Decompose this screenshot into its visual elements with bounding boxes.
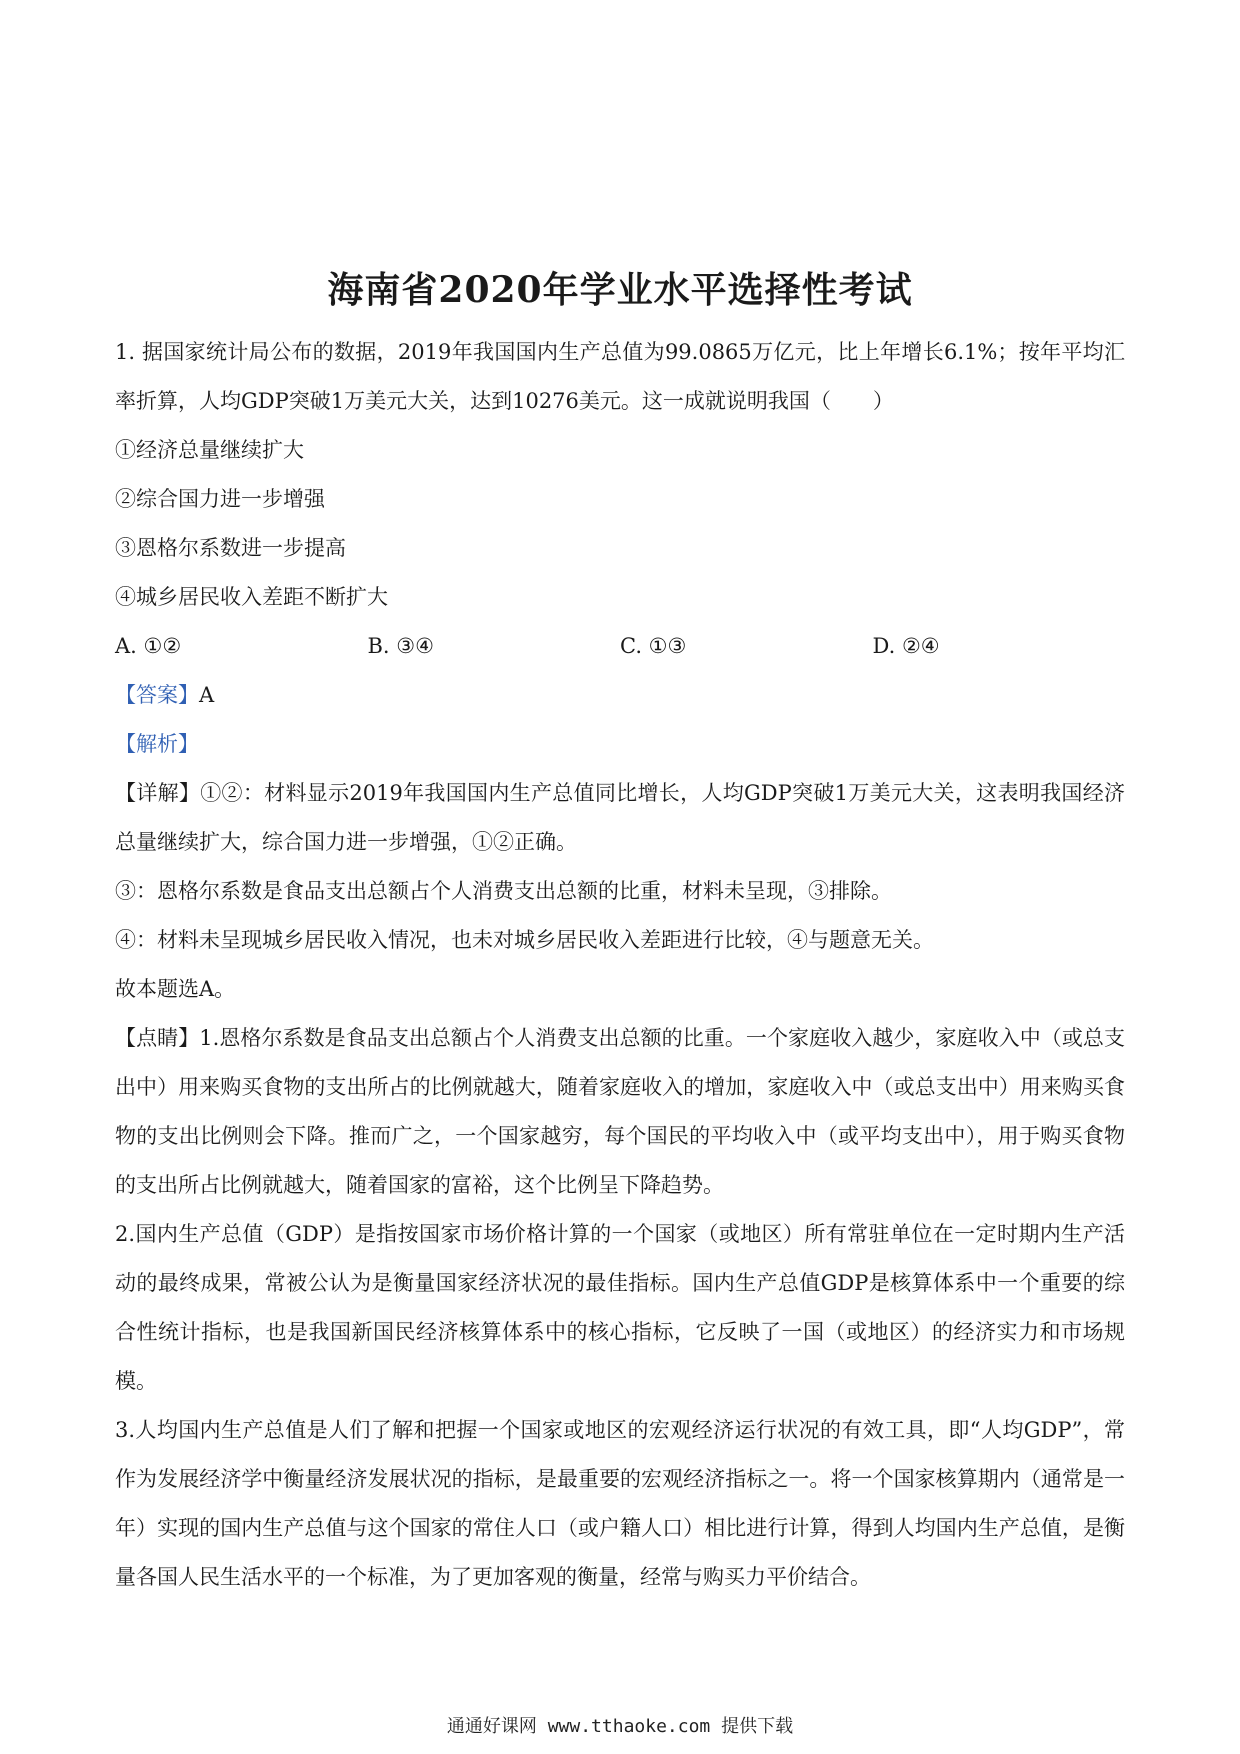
footer-source: 通通好课网 www.tthaoke.com 提供下载 [446, 1716, 794, 1737]
detail-text-1: ①②：材料显示2019年我国国内生产总值同比增长，人均GDP突破1万美元大关，这表明我国经济总量继续扩大，综合国力进一步增强，①②正确。 [115, 781, 1126, 854]
option-d: D. ②④ [872, 634, 940, 658]
option-a: A. ①② [115, 634, 182, 658]
tips-label: 【点睛】 [115, 1026, 200, 1050]
page-title: 海南省2020年学业水平选择性考试 [327, 269, 913, 311]
document-body [115, 328, 1125, 1602]
detail-conclusion: 故本题选A。 [115, 977, 236, 1001]
analysis-label: 【解析】 [115, 732, 199, 756]
answer-line [115, 671, 1125, 720]
detail-paragraph-3: ④：材料未呈现城乡居民收入情况，也未对城乡居民收入差距进行比较，④与题意无关。 [115, 928, 934, 952]
statement-1: ①经济总量继续扩大 [115, 438, 304, 462]
question-stem: 1. 据国家统计局公布的数据，2019年我国国内生产总值为99.0865万亿元，比上年增长6.1%；按年平均汇率折算，人均GDP突破1万美元大关，达到10276美元。这一成就说明我国（ ） [115, 340, 1125, 413]
statement-2: ②综合国力进一步增强 [115, 487, 325, 511]
option-c: C. ①③ [620, 634, 687, 658]
statement-4: ④城乡居民收入差距不断扩大 [115, 585, 388, 609]
tips-paragraph-2: 2.国内生产总值（GDP）是指按国家市场价格计算的一个国家（或地区）所有常驻单位在一定时期内生产活动的最终成果，常被公认为是衡量国家经济状况的最佳指标。国内生产总值GDP是核算体系中一个重要的综合性统计指标，也是我国新国民经济核算体系中的核心指标，它反映了一国（或地区）的经济实力和市场规模。 [115, 1222, 1125, 1393]
tips-text-1: 1.恩格尔系数是食品支出总额占个人消费支出总额的比重。一个家庭收入越少，家庭收入中（或总支出中）用来购买食物的支出所占的比例就越大，随着家庭收入的增加，家庭收入中（或总支出中）用来购买食物的支出比例则会下降。推而广之，一个国家越穷，每个国民的平均收入中（或平均支出中），用于购买食物的支出所占比例就越大，随着国家的富裕，这个比例呈下降趋势。 [115, 1026, 1125, 1197]
detail-paragraph-2: ③：恩格尔系数是食品支出总额占个人消费支出总额的比重，材料未呈现，③排除。 [115, 879, 892, 903]
answer-value: A [199, 683, 215, 707]
analysis-line [115, 720, 1125, 769]
tips-paragraph-3: 3.人均国内生产总值是人们了解和把握一个国家或地区的宏观经济运行状况的有效工具，即“人均GDP”，常作为发展经济学中衡量经济发展状况的指标，是最重要的宏观经济指标之一。将一个国家核算期内（通常是一年）实现的国内生产总值与这个国家的常住人口（或户籍人口）相比进行计算，得到人均国内生产总值，是衡量各国人民生活水平的一个标准，为了更加客观的衡量，经常与购买力平价结合。 [115, 1418, 1125, 1589]
option-b: B. ③④ [367, 634, 434, 658]
answer-label: 【答案】 [115, 683, 199, 707]
statement-3: ③恩格尔系数进一步提高 [115, 536, 346, 560]
tips-paragraph-1 [115, 1014, 1125, 1210]
detail-label: 【详解】 [115, 781, 201, 805]
detail-paragraph-1 [115, 769, 1125, 867]
answer-options [115, 622, 1125, 671]
